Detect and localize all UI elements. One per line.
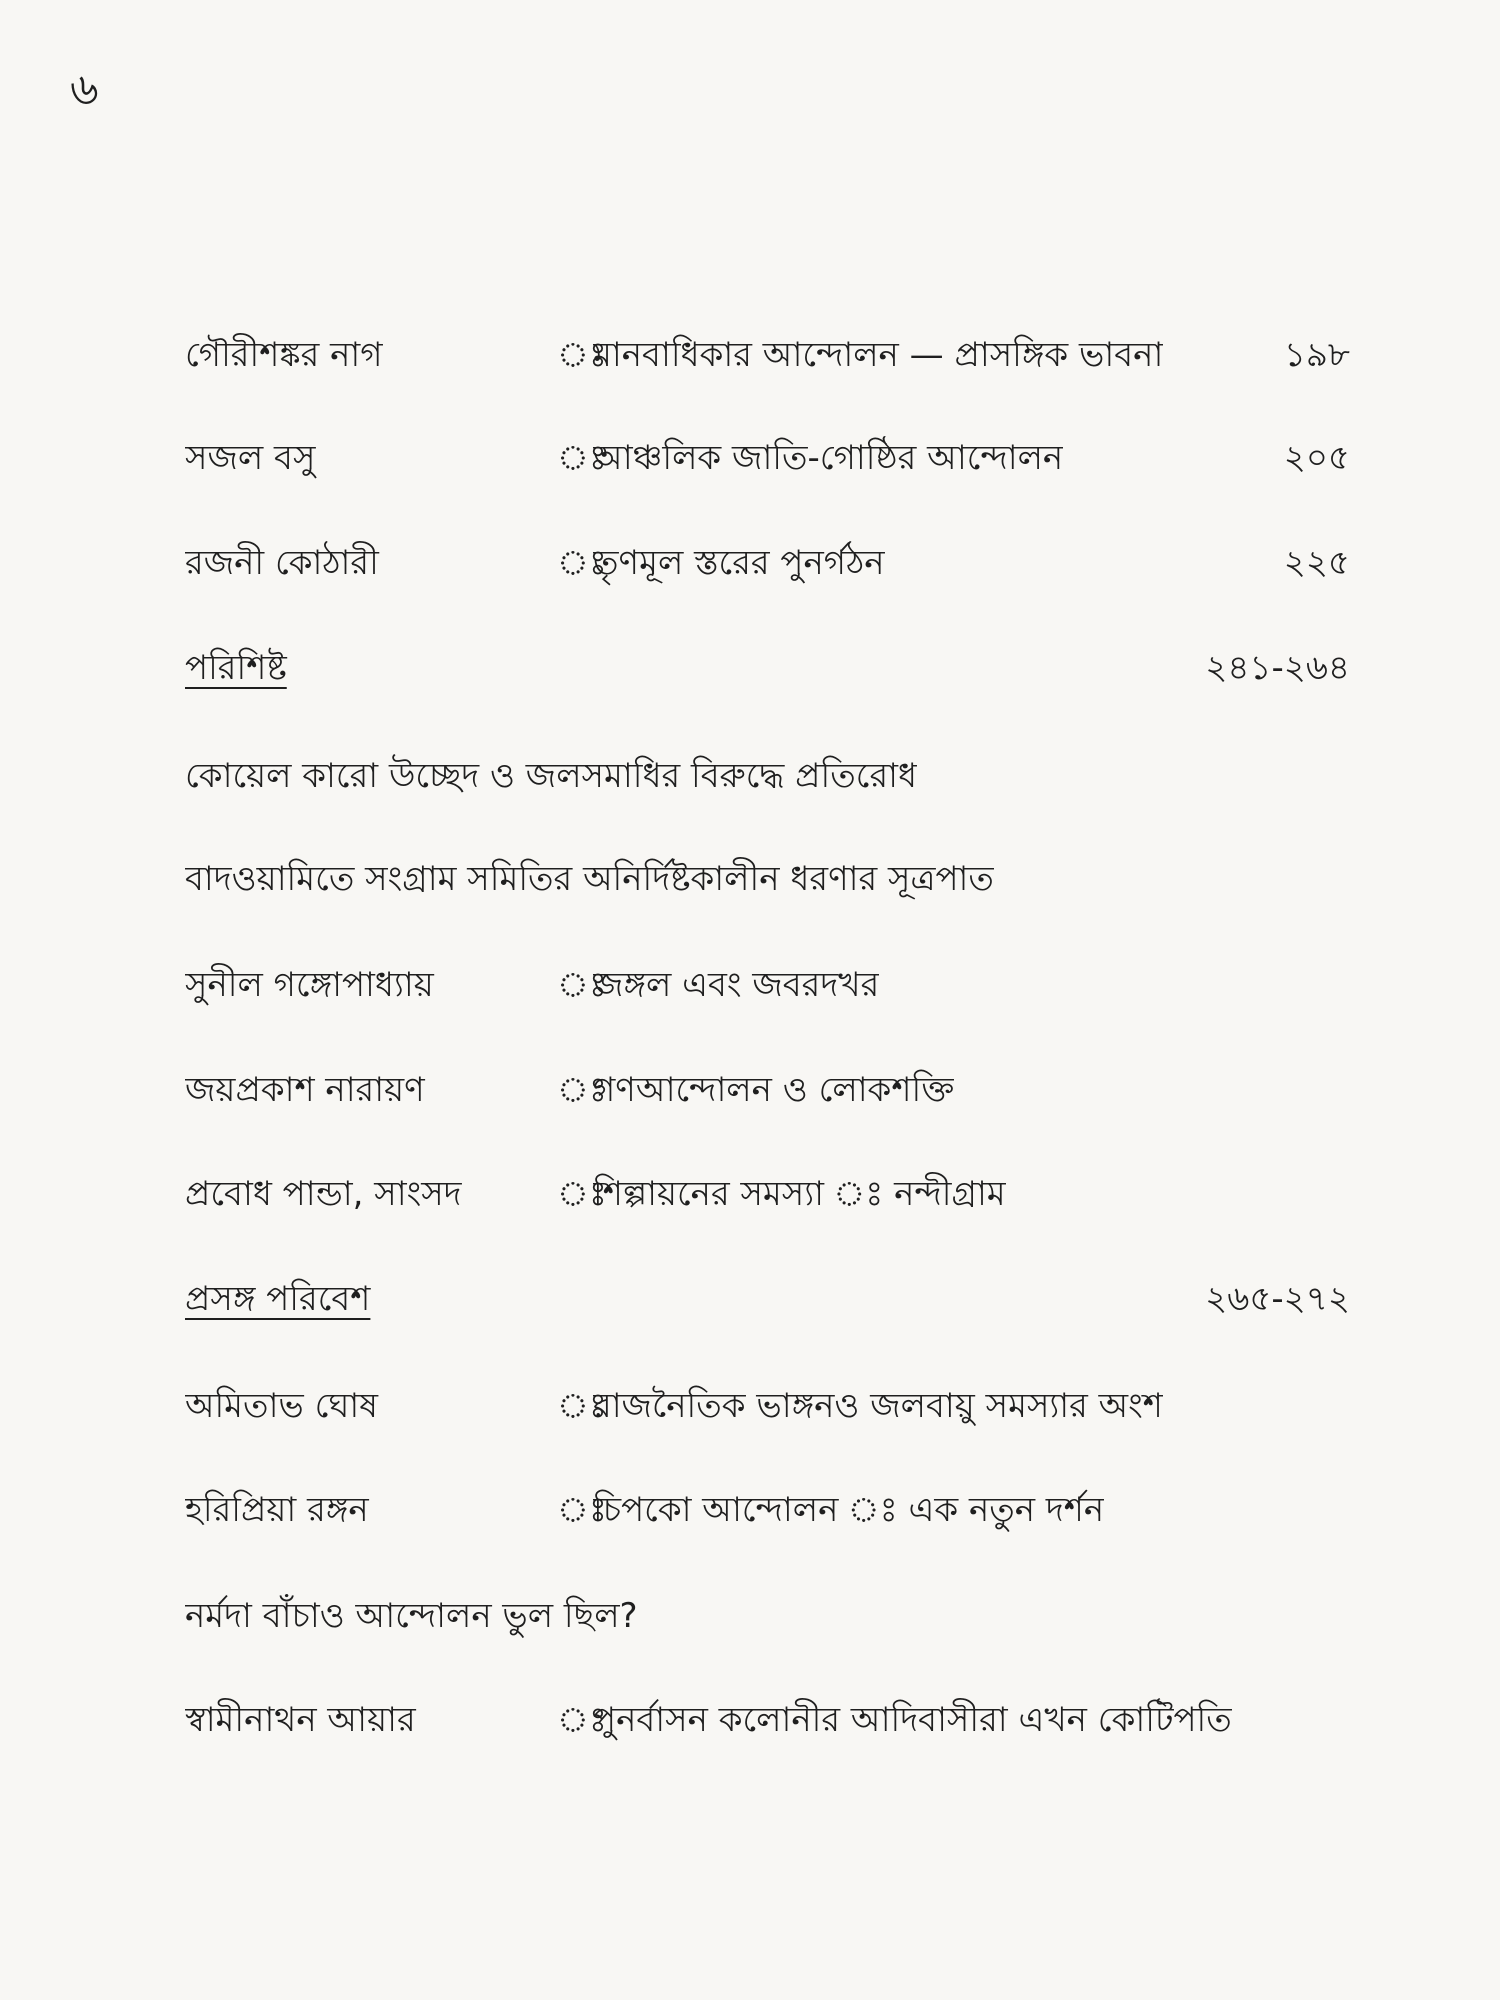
line-text: কোয়েল কারো উচ্ছেদ ও জলসমাধির বিরুদ্ধে প্রতিরোধ: [185, 756, 918, 796]
section-pages: ২৬৫-২৭২: [1205, 1279, 1350, 1319]
entry-separator: ঃ: [557, 965, 607, 1005]
section-pages: ২৪১-২৬৪: [1205, 648, 1350, 688]
entry-title: পুনর্বাসন কলোনীর আদিবাসীরা এখন কোটিপতি: [593, 1700, 1232, 1740]
entry-title: রাজনৈতিক ভাঙ্গনও জলবায়ু সমস্যার অংশ: [593, 1386, 1163, 1426]
entry-separator: ঃ: [557, 543, 607, 583]
section-title: পরিশিষ্ট: [185, 648, 287, 688]
entry-separator: ঃ: [557, 335, 607, 375]
entry-title: চিপকো আন্দোলন ঃ এক নতুন দর্শন: [593, 1490, 1105, 1530]
toc-entry: [185, 1694, 1350, 1746]
entry-author: অমিতাভ ঘোষ: [185, 1386, 378, 1426]
toc-line: [185, 1590, 1350, 1642]
entry-author: রজনী কোঠারী: [185, 543, 379, 583]
entry-title: জঙ্গল এবং জবরদখর: [593, 965, 880, 1005]
entry-title: শিল্পায়নের সমস্যা ঃ নন্দীগ্রাম: [593, 1174, 1006, 1214]
toc-entry: [185, 1064, 1350, 1116]
entry-separator: ঃ: [557, 1174, 607, 1214]
toc-line: [185, 750, 1350, 802]
entry-author: প্রবোধ পান্ডা, সাংসদ: [185, 1174, 462, 1214]
line-text: নর্মদা বাঁচাও আন্দোলন ভুল ছিল?: [185, 1596, 638, 1636]
section-heading: [185, 642, 1350, 694]
entry-separator: ঃ: [557, 1700, 607, 1740]
entry-pages: ১৯৮: [1283, 335, 1350, 375]
entry-pages: ২০৫: [1283, 438, 1350, 478]
toc-entry: [185, 1380, 1350, 1432]
toc-entry: [185, 1168, 1350, 1220]
entry-separator: ঃ: [557, 1386, 607, 1426]
entry-title: তৃণমূল স্তরের পুনর্গঠন: [593, 543, 885, 583]
entry-author: সজল বসু: [185, 438, 316, 478]
section-title: প্রসঙ্গ পরিবেশ: [185, 1279, 371, 1319]
entry-author: হরিপ্রিয়া রঙ্গন: [185, 1490, 369, 1530]
entry-pages: ২২৫: [1283, 543, 1350, 583]
entry-author: স্বামীনাথন আয়ার: [185, 1700, 416, 1740]
toc-entry: [185, 432, 1350, 484]
entry-title: মানবাধিকার আন্দোলন — প্রাসঙ্গিক ভাবনা: [593, 335, 1164, 375]
entry-separator: ঃ: [557, 1070, 607, 1110]
page-number: ৬: [70, 64, 99, 115]
section-heading: [185, 1273, 1350, 1325]
toc-entry: [185, 1484, 1350, 1536]
entry-author: সুনীল গঙ্গোপাধ্যায়: [185, 965, 434, 1005]
entry-author: গৌরীশঙ্কর নাগ: [185, 335, 383, 375]
entry-separator: ঃ: [557, 1490, 607, 1530]
toc-entry: [185, 959, 1350, 1011]
toc-entry: [185, 329, 1350, 381]
entry-separator: ঃ: [557, 438, 607, 478]
entry-title: আঞ্চলিক জাতি-গোষ্ঠির আন্দোলন: [593, 438, 1064, 478]
line-text: বাদওয়ামিতে সংগ্রাম সমিতির অনির্দিষ্টকালীন ধরণার সূত্রপাত: [185, 859, 994, 899]
toc-entry: [185, 537, 1350, 589]
entry-title: গণআন্দোলন ও লোকশক্তি: [593, 1070, 955, 1110]
toc-line: [185, 853, 1350, 905]
entry-author: জয়প্রকাশ নারায়ণ: [185, 1070, 425, 1110]
